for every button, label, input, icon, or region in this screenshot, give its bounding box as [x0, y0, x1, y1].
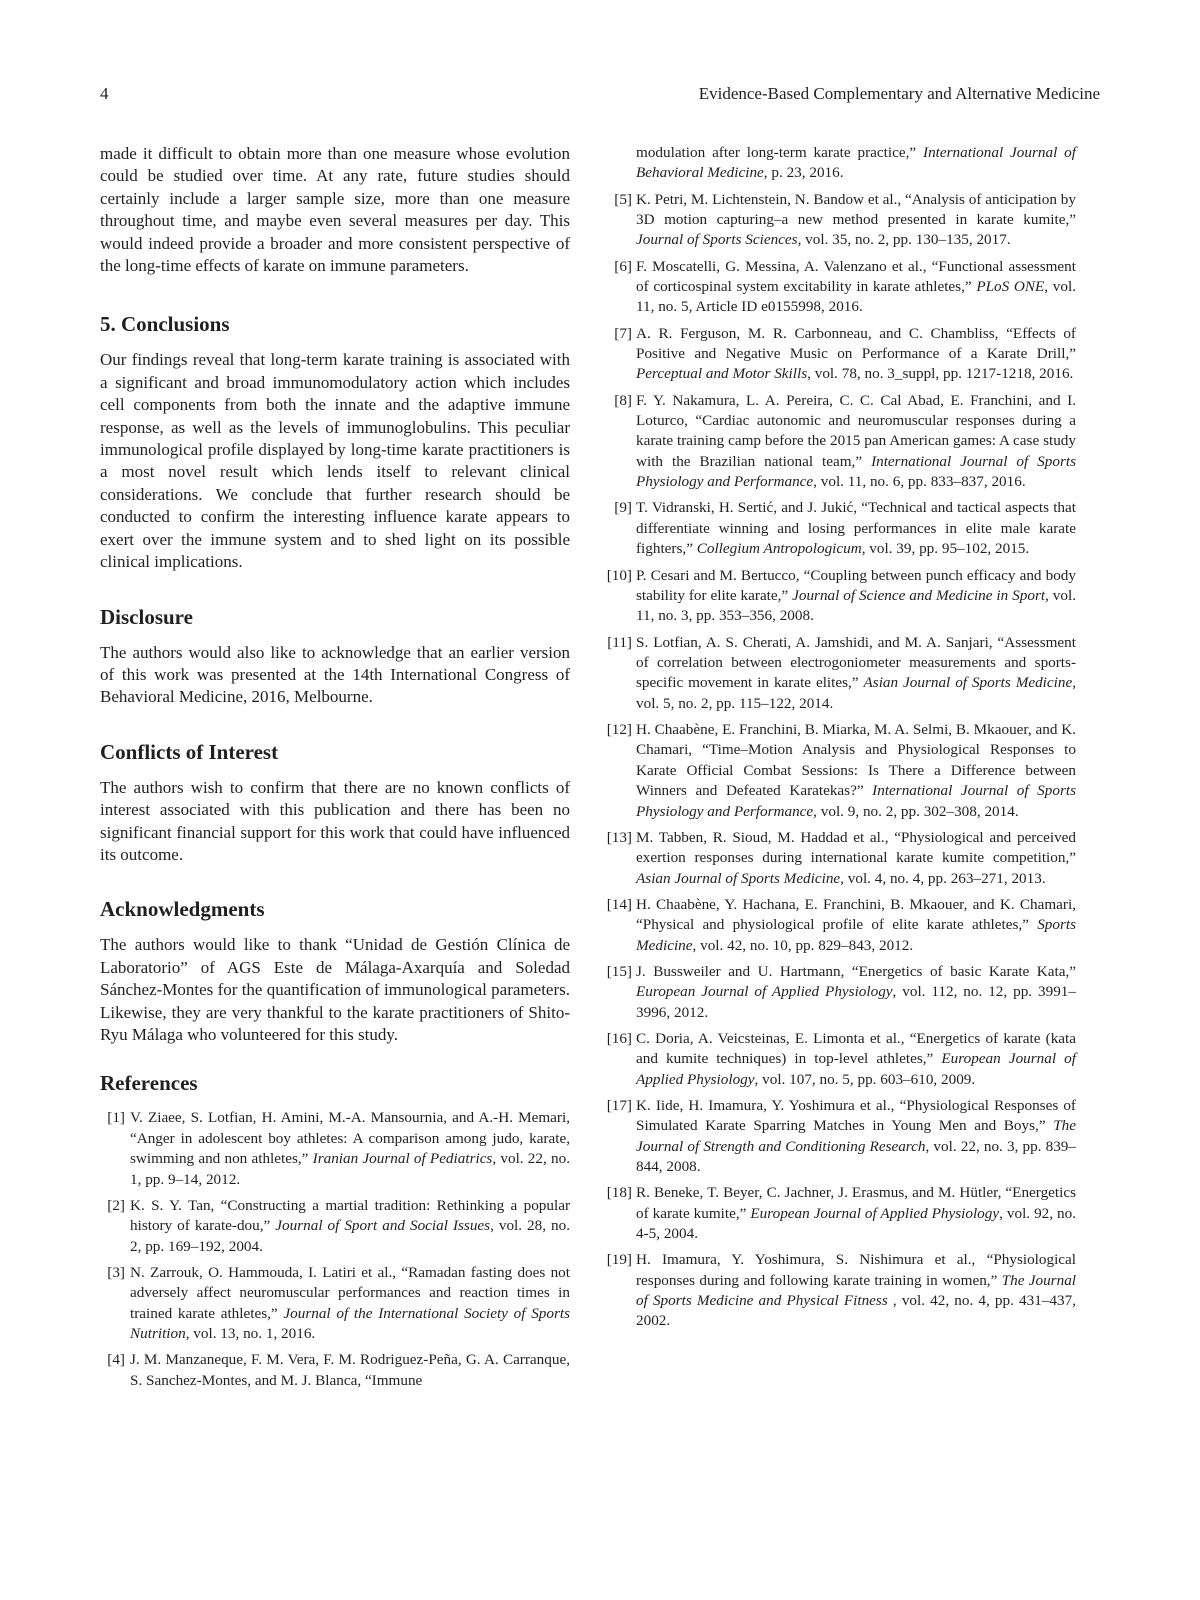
reference-item [607, 633, 1076, 715]
reference-authors-title: N. Zarrouk, O. Hammouda, I. Latiri et al., “Ramadan fasting does not adversely affect neuromuscular performances and reaction times in trained karate athletes,” [130, 1263, 570, 1322]
reference-number: [12] [606, 720, 632, 738]
reference-authors-title: A. R. Ferguson, M. R. Carbonneau, and C. Chambliss, “Effects of Positive and Negative Music on Performance of a Karate Drill,” [636, 324, 1076, 363]
reference-venue: European Journal of Applied Physiology [750, 1204, 1000, 1222]
reference-venue: International Journal of Sports Physiology and Performance [636, 452, 1077, 491]
page-number: 4 [100, 84, 109, 103]
references-heading: References [100, 1071, 198, 1096]
reference-details: , vol. 35, no. 2, pp. 130–135, 2017. [797, 231, 1011, 249]
reference-item [100, 1108, 570, 1190]
intro-paragraph: made it difficult to obtain more than one measure whose evolution could be studied over time. At any rate, future studies should certainly include a larger sample size, more than one measure throughout time, and maybe even several measures per day. This would indeed provide a broader and more consistent perspective of the long-time effects of karate on immune parameters. [100, 144, 570, 276]
conclusions-heading: 5. Conclusions [100, 312, 230, 337]
conflicts-paragraph: The authors wish to confirm that there are no known conflicts of interest associated with this publication and there has been no significant financial support for this work that could have influenced its outcome. [100, 777, 570, 864]
reference-number: [6] [614, 257, 632, 275]
right-column [606, 143, 1077, 1338]
reference-details: , vol. 22, no. 1, pp. 9–14, 2012. [130, 1150, 570, 1188]
reference-details: , vol. 4, no. 4, pp. 263–271, 2013. [840, 869, 1046, 887]
reference-authors-title: K. S. Y. Tan, “Constructing a martial tradition: Rethinking a popular history of karate-dou,” [130, 1196, 570, 1235]
reference-item [606, 566, 1076, 627]
reference-details: , vol. 13, no. 1, 2016. [185, 1325, 316, 1343]
reference-details: , vol. 112, no. 12, pp. 3991–3996, 2012. [636, 983, 1076, 1021]
reference-authors-title: T. Vidranski, H. Sertić, and J. Jukić, “Technical and tactical aspects that differentiate winning and losing performances in elite male karate fighters,” [636, 499, 1076, 558]
reference-number: [3] [107, 1263, 125, 1281]
reference-authors-title: S. Lotfian, A. S. Cherati, A. Jamshidi, and M. A. Sanjari, “Assessment of correlation between electrogoniometer measurements and sports-specific movement in karate elites,” [636, 633, 1076, 692]
reference-item [610, 498, 1076, 559]
reference-number: [10] [606, 566, 632, 584]
reference-details: , vol. 11, no. 3, pp. 353–356, 2008. [636, 586, 1076, 625]
reference-venue: Collegium Antropologicum [696, 540, 862, 558]
reference-details: , vol. 28, no. 2, pp. 169–192, 2004. [130, 1217, 571, 1255]
reference-number: [11] [607, 633, 632, 651]
reference-authors-title: F. Y. Nakamura, L. A. Pereira, C. C. Cal Abad, E. Franchini, and I. Loturco, “Cardiac autonomic and neuromuscular responses during a karate training camp before the 2015 pan American games: A case study with the Brazilian national team,” [636, 391, 1076, 470]
conflicts-heading: Conflicts of Interest [100, 739, 279, 764]
reference-item [606, 720, 1076, 822]
reference-details: , vol. 9, no. 2, pp. 302–308, 2014. [813, 802, 1019, 820]
reference-item [610, 190, 1076, 251]
reference-authors-title: P. Cesari and M. Bertucco, “Coupling between punch efficacy and body stability for elite karate,” [636, 566, 1076, 604]
reference-venue: The Journal of Strength and Conditioning Research [636, 1117, 1077, 1155]
reference-number: [1] [107, 1109, 125, 1127]
reference-item [100, 1350, 570, 1391]
reference-item [606, 962, 1076, 1023]
reference-item [606, 895, 1077, 956]
reference-number: [18] [606, 1184, 632, 1202]
disclosure-heading: Disclosure [100, 604, 193, 629]
reference-authors-title: J. M. Manzaneque, F. M. Vera, F. M. Rodriguez-Peña, G. A. Carranque, S. Sanchez-Montes, and M. J. Blanca, “Immune [130, 1351, 570, 1389]
acknowledgments-heading: Acknowledgments [100, 897, 265, 922]
reference-authors-title: K. Iide, H. Imamura, Y. Yoshimura et al., “Physiological Responses of Simulated Karate Sparring Matches in Young Men and Boys,” [636, 1096, 1076, 1135]
disclosure-paragraph: The authors would also like to acknowledge that an earlier version of this work was presented at the 14th International Congress of Behavioral Medicine, 2016, Melbourne. [100, 642, 570, 707]
reference-item [606, 1029, 1076, 1090]
reference-authors-title: F. Moscatelli, G. Messina, A. Valenzano et al., “Functional assessment of corticospinal system excitability in karate athletes,” [636, 257, 1076, 296]
reference-details: , vol. 39, pp. 95–102, 2015. [861, 540, 1030, 558]
reference-item [610, 391, 1076, 493]
reference-venue: PLoS ONE [976, 278, 1045, 296]
reference-venue: Asian Journal of Sports Medicine [863, 674, 1073, 692]
reference-details: , vol. 5, no. 2, pp. 115–122, 2014. [636, 674, 1076, 712]
reference-details: , vol. 42, no. 4, pp. 431–437, 2002. [636, 1292, 1076, 1330]
reference-number: [4] [107, 1351, 125, 1369]
reference-number: [8] [614, 391, 632, 409]
journal-title: Evidence-Based Complementary and Alternative Medicine [698, 84, 1100, 103]
reference-number: [19] [606, 1251, 632, 1269]
reference-venue: Perceptual and Motor Skills [636, 365, 808, 383]
reference-number: [14] [606, 895, 632, 913]
reference-authors-title: H. Chaabène, Y. Hachana, E. Franchini, B. Mkaouer, and K. Chamari, “Physical and physiological profile of elite karate athletes,” [636, 895, 1076, 934]
reference-venue: Journal of Sports Sciences [636, 231, 798, 249]
reference-venue: Journal of Sport and Social Issues [275, 1217, 491, 1235]
reference-venue: European Journal of Applied Physiology [636, 983, 893, 1001]
reference-authors-title: V. Ziaee, S. Lotfian, H. Amini, M.-A. Mansournia, and A.-H. Memari, “Anger in adolescent boy athletes: A comparison among judo, karate, swimming and non athletes,” [130, 1109, 570, 1168]
reference-venue: International Journal of Behavioral Medicine [636, 144, 1076, 182]
reference-details: , vol. 42, no. 10, pp. 829–843, 2012. [692, 936, 914, 954]
running-head [100, 84, 1100, 108]
reference-authors-title: M. Tabben, R. Sioud, M. Haddad et al., “Physiological and perceived exertion responses during international karate kumite competition,” [636, 828, 1076, 867]
reference-authors-title: modulation after long-term karate practice,” [636, 144, 917, 161]
reference-details: , p. 23, 2016. [763, 164, 844, 182]
reference-authors-title: H. Chaabène, E. Franchini, B. Miarka, M. A. Selmi, B. Mkaouer, and K. Chamari, “Time–Motion Analysis and Physiological Responses to Karate Official Combat Sessions: Is There a Difference between Winners and Defeated Karatekas?” [636, 720, 1076, 800]
reference-item [100, 1196, 570, 1257]
reference-item [606, 1183, 1077, 1244]
reference-list-left [100, 1108, 570, 1391]
reference-venue: Sports Medicine [636, 916, 1077, 954]
reference-details: , vol. 92, no. 4-5, 2004. [636, 1204, 1077, 1243]
reference-venue: European Journal of Applied Physiology [636, 1050, 1076, 1088]
reference-item [610, 257, 1076, 318]
reference-authors-title: C. Doria, A. Veicsteinas, E. Limonta et al., “Energetics of karate (kata and kumite techniques) in top-level athletes,” [636, 1029, 1076, 1068]
reference-item [100, 1263, 570, 1345]
reference-venue: Asian Journal of Sports Medicine [636, 869, 841, 887]
acknowledgments-paragraph: The authors would like to thank “Unidad de Gestión Clínica de Laboratorio” of AGS Este de Málaga-Axarquía and Soledad Sánchez-Montes for the quantification of immunological parameters. Likewise, they are very thankful to the karate practitioners of Shito-Ryu Málaga who volunteered for this study. [100, 935, 570, 1044]
reference-number: [7] [614, 324, 632, 342]
reference-item [606, 1096, 1077, 1178]
reference-number: [16] [606, 1029, 632, 1047]
reference-item [610, 324, 1076, 385]
reference-venue: Journal of Science and Medicine in Sport [792, 586, 1046, 604]
reference-number: [5] [614, 190, 632, 208]
reference-authors-title: J. Bussweiler and U. Hartmann, “Energetics of basic Karate Kata,” [636, 962, 1076, 980]
reference-authors-title: R. Beneke, T. Beyer, C. Jachner, J. Erasmus, and M. Hütler, “Energetics of karate kumite,” [636, 1184, 1076, 1222]
reference-details: , vol. 22, no. 3, pp. 839–844, 2008. [636, 1137, 1076, 1176]
left-column [100, 143, 570, 1397]
reference-venue: Iranian Journal of Pediatrics [312, 1150, 493, 1168]
reference-continuation [610, 143, 1076, 184]
reference-details: , vol. 78, no. 3_suppl, pp. 1217-1218, 2016. [807, 365, 1074, 383]
reference-venue: International Journal of Sports Physiology and Performance [636, 782, 1076, 820]
reference-details: , vol. 11, no. 6, pp. 833–837, 2016. [813, 473, 1026, 491]
reference-authors-title: K. Petri, M. Lichtenstein, N. Bandow et al., “Analysis of anticipation by 3D motion capturing–a new method presented in karate kumite,” [636, 190, 1076, 229]
reference-number: [2] [107, 1196, 125, 1214]
reference-venue: The Journal of Sports Medicine and Physical Fitness [636, 1271, 1077, 1310]
reference-venue: Journal of the International Society of Sports Nutrition [130, 1304, 571, 1343]
reference-number: [13] [606, 828, 632, 846]
reference-details: , vol. 107, no. 5, pp. 603–610, 2009. [754, 1070, 976, 1088]
reference-item [606, 1250, 1077, 1332]
reference-item [606, 828, 1076, 889]
reference-number: [17] [606, 1096, 632, 1114]
reference-number: [9] [614, 499, 632, 517]
reference-number: [15] [606, 962, 632, 980]
conclusions-paragraph: Our findings reveal that long-term karate training is associated with a significant and broad immunomodulatory action which includes cell components from both the innate and the adaptive immune response, as well as the levels of immunoglobulins. This peculiar immunological profile displayed by long-time karate practitioners is a most novel result which lends itself to relevant clinical considerations. We conclude that further research should be conducted to confirm the interesting influence karate appears to exert over the immune system and to shed light on its possible clinical implications. [100, 350, 570, 572]
reference-details: , vol. 11, no. 5, Article ID e0155998, 2016. [636, 278, 1076, 316]
reference-list-right [606, 143, 1077, 1332]
reference-authors-title: H. Imamura, Y. Yoshimura, S. Nishimura et al., “Physiological responses during and following karate training in women,” [636, 1251, 1076, 1289]
